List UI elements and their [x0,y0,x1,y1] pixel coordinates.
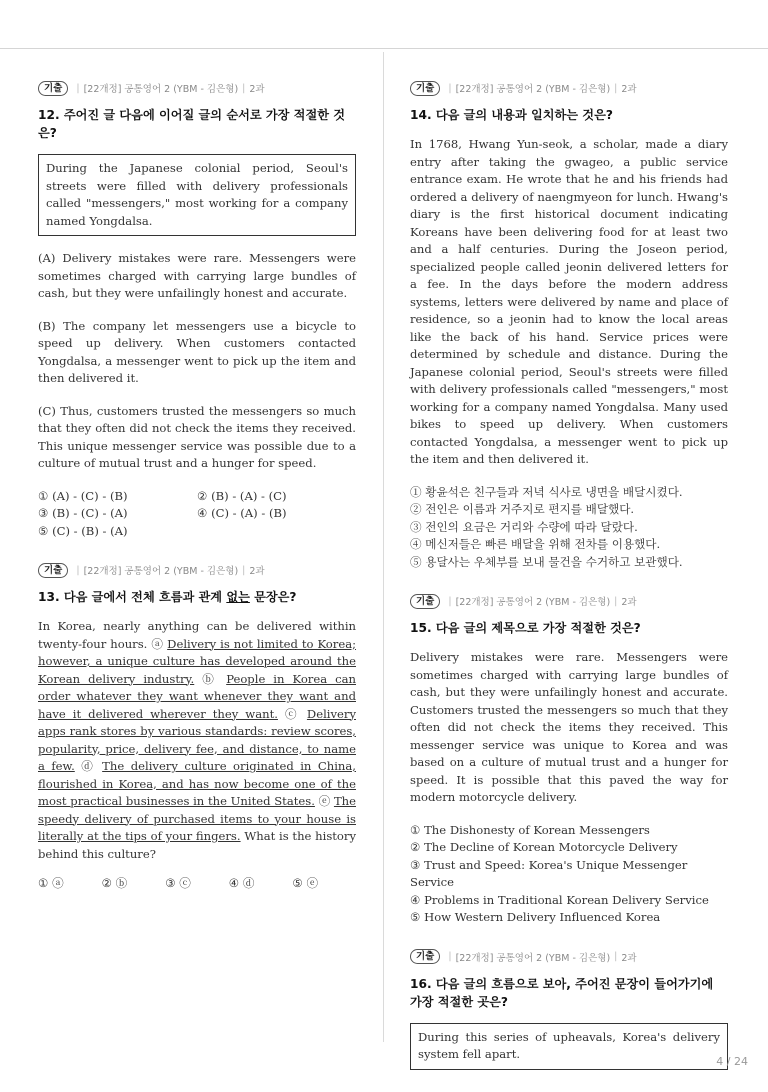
sentence-e: The speedy delivery of purchased items to your house is literally at the tips of your fingers. [38,794,356,843]
source-label: [22개정] 공통영어 2 (YBM - 김은형) [83,84,239,95]
sentence-marker-b: ⓑ [202,671,219,686]
option-2[interactable]: ② (B) - (A) - (C) [197,488,287,503]
passage-a: (A) Delivery mistakes were rare. Messengers were sometimes charged with carrying large bundles of cash, but they were unfailingly honest and accurate. [38,251,356,300]
question-16 [410,949,728,1070]
sentence-d: The delivery culture originated in China, flourished in Korea, and has now become one of the most practical businesses in the United States. [38,759,356,808]
sentence-marker-e: ⓔ [318,794,331,808]
option-4[interactable]: ④ (C) - (A) - (B) [197,506,287,520]
exam-badge: 기출 [38,563,68,578]
exam-badge: 기출 [410,949,440,964]
question-title: 12. 주어진 글 다음에 이어질 글의 순서로 가장 적절한 것은? [38,108,346,140]
option-5[interactable]: ⑤ How Western Delivery Influenced Korea [410,910,661,924]
option-2[interactable]: ② The Decline of Korean Motorcycle Delivery [410,840,678,854]
exam-badge: 기출 [410,594,440,609]
question-title: 14. 다음 글의 내용과 일치하는 것은? [410,108,613,122]
column-divider [383,52,384,1042]
option-5[interactable]: ⑤ (C) - (B) - (A) [38,523,128,538]
option-2[interactable]: ② 전인은 이름과 거주지로 편지를 배달했다. [410,502,635,516]
question-tag: 기출 | [22개정] 공통영어 2 (YBM - 김은형) | 2과 [410,80,728,96]
source-label: [22개정] 공통영어 2 (YBM - 김은형) [455,952,611,964]
lesson-label: 2과 [249,84,265,95]
lesson-label: 2과 [621,597,637,608]
lesson-label: 2과 [621,84,637,95]
question-tag: 기출 | [22개정] 공통영어 2 (YBM - 김은형) | 2과 [38,562,356,578]
option-3[interactable]: ③ Trust and Speed: Korea's Unique Messenger Service [410,857,688,889]
passage: In Korea, nearly anything can be delivered within twenty-four hours. ⓐ Delivery is not limited to Korea; however, a unique culture has developed around the Korean delivery industry. ⓑ People in Korea can order whatever they want whenever they want and have it delivered wherever they want. ⓒ Delivery apps rank stores by various standards: review scores, popularity, price, delivery fee, and distance, to name a few. ⓓ The delivery culture originated in China, flourished in Korea, and has now become one of the most practical businesses in the United States. ⓔ The speedy delivery of purchased items to your house is literally at the tips of your fingers. What is the history behind this culture? [38,619,357,861]
question-tag: 기출 | [22개정] 공통영어 2 (YBM - 김은형) | 2과 [410,593,728,609]
sentence-marker-a: ⓐ [151,636,164,651]
sentence-a: Delivery is not limited to Korea; however, a unique culture has developed around the Korean delivery industry. [38,636,357,686]
option-4[interactable]: ④ Problems in Traditional Korean Delivery Service [410,892,709,907]
question-tag: 기출 | [22개정] 공통영어 2 (YBM - 김은형) | 2과 [38,80,356,96]
lesson-label: 2과 [621,952,637,964]
question-15 [410,593,728,927]
exam-badge: 기출 [38,81,68,96]
question-title: 15. 다음 글의 제목으로 가장 적절한 것은? [410,621,641,635]
given-passage-box: During the Japanese colonial period, Seoul's streets were filled with delivery professionals called "messengers," most working for a company named Yongdalsa. [38,154,356,236]
question-13 [38,562,356,893]
emphasis-underline: 없는 [226,590,250,604]
option-3[interactable]: ③ ⓒ [165,876,191,890]
answer-options [410,484,728,572]
source-label: [22개정] 공통영어 2 (YBM - 김은형) [455,84,611,95]
source-label: [22개정] 공통영어 2 (YBM - 김은형) [83,566,239,577]
lesson-label: 2과 [249,566,265,577]
sentence-c: Delivery apps rank stores by various standards: review scores, popularity, price, delivery fee, and distance, to name a few. [38,706,356,773]
option-5[interactable]: ⑤ 용달사는 우체부를 보내 물건을 수거하고 보관했다. [410,554,683,569]
answer-options [410,822,728,927]
question-12 [38,80,356,540]
question-title: 13. 다음 글에서 전체 흐름과 관계 없는 문장은? [38,590,297,604]
question-tag: 기출 | [22개정] 공통영어 2 (YBM - 김은형) | 2과 [410,949,728,965]
sentence-b: People in Korea can order whatever they want whenever they want and have it delivered wherever they want. [38,671,357,721]
answer-options [38,875,356,893]
option-1[interactable]: ① ⓐ [38,876,64,890]
passage-c: (C) Thus, customers trusted the messengers so much that they often did not check the items they received. This unique messenger service was possible due to a culture of mutual trust and a hunger for speed. [38,403,356,470]
option-2[interactable]: ② ⓑ [101,876,128,890]
answer-options [38,488,356,541]
passage: Delivery mistakes were rare. Messengers were sometimes charged with carrying large bundles of cash, but they were unfailingly honest and accurate. Customers trusted the messengers so much that they often did not check the items they received. This messenger service was unique to Korea and was based on a culture of mutual trust and a hunger for speed. It is possible that this paved the way for modern motorcycle delivery. [410,650,728,804]
option-3[interactable]: ③ 전인의 요금은 거리와 수량에 따라 달랐다. [410,519,638,534]
exam-badge: 기출 [410,81,440,96]
question-14 [410,80,728,571]
sentence-marker-c: ⓒ [284,706,300,721]
sentence-marker-d: ⓓ [81,759,96,773]
option-1[interactable]: ① 황윤석은 친구들과 저녁 식사로 냉면을 배달시켰다. [410,484,683,499]
given-sentence-box: During this series of upheavals, Korea's delivery system fell apart. [410,1023,728,1070]
header-rule [0,48,768,49]
option-3[interactable]: ③ (B) - (C) - (A) [38,506,128,520]
passage: In 1768, Hwang Yun-seok, a scholar, made a diary entry after taking the gwageo, a public service entrance exam. He wrote that he and his friends had ordered a delivery of naengmyeon for lunch. Hwang's diary is the first historical document indicating Koreans have been delivering food for at least two and a half centuries. During the Joseon period, specialized people called jeonin delivered letters for a fee. In the days before the modern address systems, letters were delivered by name and place of residence, so a jeonin had to know the local areas like the back of his hand. Service prices were determined by schedule and distance. During the Japanese colonial period, Seoul's streets were filled with delivery professionals called "messengers," most working for a company named Yongdalsa. Many used bikes to speed up delivery. When customers contacted Yongdalsa, a messenger went to pick up the item and then delivered it. [410,137,728,466]
left-column [38,80,356,915]
option-4[interactable]: ④ 메신저들은 빠른 배달을 위해 전차를 이용했다. [410,537,661,551]
right-column [410,80,728,1092]
option-1[interactable]: ① The Dishonesty of Korean Messengers [410,822,650,837]
passage-b: (B) The company let messengers use a bicycle to speed up delivery. When customers contacted Yongdalsa, a messenger went to pick up the item and then delivered it. [38,318,356,385]
option-4[interactable]: ④ ⓓ [228,876,255,890]
source-label: [22개정] 공통영어 2 (YBM - 김은형) [455,597,611,608]
question-title: 16. 다음 글의 흐름으로 보아, 주어진 문장이 들어가기에 가장 적절한 곳은? [410,976,714,1009]
page-number: 4 / 24 [716,1055,748,1068]
option-5[interactable]: ⑤ ⓔ [292,876,319,890]
option-1[interactable]: ① (A) - (C) - (B) [38,488,128,503]
